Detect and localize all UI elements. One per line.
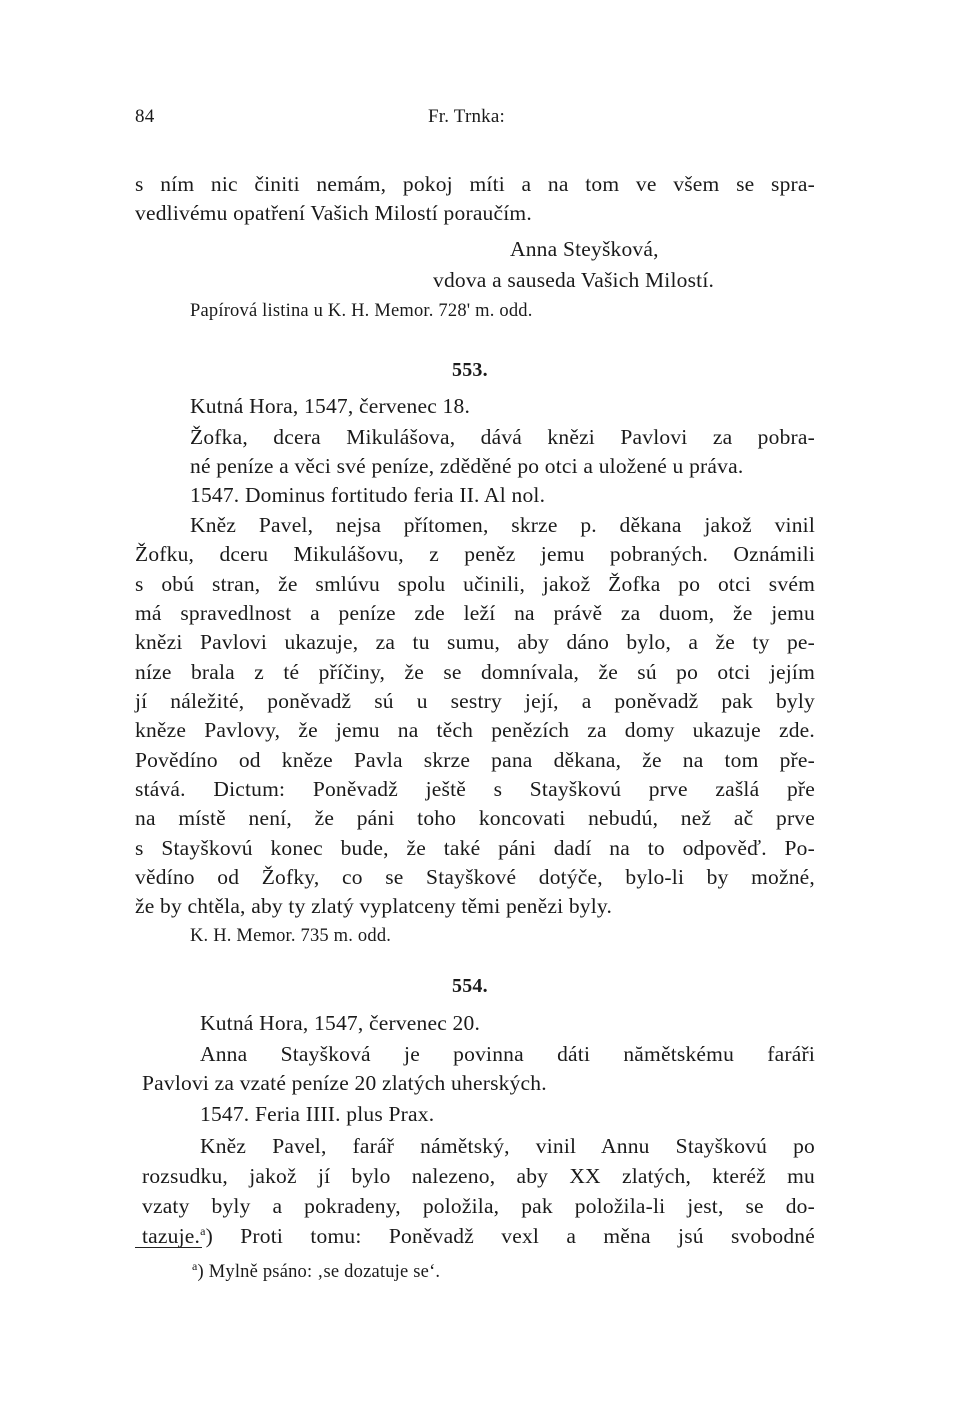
body-line: kněze Pavlovy, že jemu na těch penězích za domy ukazuje zde. [135,718,815,742]
signature-name: Anna Steyšková, [510,237,659,261]
summary-line: Anna Stayšková je povinna dáti nămětskému faráři [200,1042,815,1066]
body-line: jí náležité, poněvadž sú u sestry její, a poněvadž pak byly [135,689,815,713]
running-title: Fr. Trnka: [428,106,505,127]
place-date: Kutná Hora, 1547, červenec 18. [190,394,471,418]
source-note: Papírová listina u K. H. Memor. 728' m. odd. [190,301,533,321]
summary-line: né peníze a věci své peníze, zděděné po otci a uložené u práva. [190,454,744,478]
footnote [192,1258,440,1286]
place-date: Kutná Hora, 1547, červenec 20. [200,1011,481,1035]
document-number: 554. [452,975,488,997]
body-line: níze brala z té příčiny, že se domnívala, že sú po otci jejím [135,660,815,684]
document-number: 553. [452,359,488,381]
body-line: Kněz Pavel, nejsa přítomen, skrze p. děkana jakož vinil [190,513,815,537]
footnote-marker: a [200,1223,206,1238]
body-line: na místě není, že páni toho koncovati nebudú, než ač prve [135,806,815,830]
date-line: 1547. Feria IIII. plus Prax. [200,1102,435,1126]
footnote-rule [135,1247,202,1248]
body-line: Kněz Pavel, farář námětský, vinil Annu Stayškovú po [200,1134,815,1158]
date-line: 1547. Dominus fortitudo feria II. Al nol. [190,483,546,507]
body-line: rozsudku, jakož jí bylo nalezeno, aby XX zlatých, kteréž mu [142,1164,815,1188]
source-note: K. H. Memor. 735 m. odd. [190,926,392,946]
text-line: vedlivému opatření Vašich Milostí poraučím. [135,201,532,225]
body-line: Povědíno od kněze Pavla skrze pana děkana, že na tom pře- [135,748,815,772]
body-line: stává. Dictum: Poněvadž ještě s Stayškovú prve zašlá pře [135,777,815,801]
body-line: má spravedlnost a peníze zde leží na právě za duom, že jemu [135,601,815,625]
summary-line: Žofka, dcera Mikulášova, dává knězi Pavlovi za pobra- [190,425,815,449]
body-line: s Stayškovú konec bude, že také páni dadí na to odpověď. Po- [135,836,815,860]
body-line: knězi Pavlovi ukazuje, za tu sumu, aby dáno bylo, a že ty pe- [135,630,815,654]
body-text-end: ) Proti tomu: Poněvadž vexl a měna jsú svobodné [205,1224,815,1248]
text-line: s ním nic činiti nemám, pokoj míti a na tom ve všem se spra- [135,172,815,196]
body-line: vědíno od Žofky, co se Stayškové dotýče, bylo-li by možné, [135,865,815,889]
footnote-text: ) Mylně psáno: ‚se dozatuje se‘. [197,1262,441,1282]
body-line: vzaty byly a pokradeny, položila, pak položila-li jest, se do- [142,1194,815,1218]
body-line: s obú stran, že smlúvu spolu učinili, jakož Žofka po otci svém [135,572,815,596]
body-line: Žofku, dceru Mikulášovu, z peněz jemu pobraných. Oznámili [135,542,815,566]
body-line: že by chtěla, aby ty zlatý vyplatceny těmi penězi byly. [135,894,613,918]
page-number: 84 [135,106,155,127]
body-text-start: tazuje. [142,1224,201,1248]
signature-title: vdova a sauseda Vašich Milostí. [433,268,715,292]
body-line [142,1222,815,1250]
footnote-mark: a [192,1258,198,1273]
summary-line: Pavlovi za vzaté peníze 20 zlatých uherských. [142,1071,547,1095]
